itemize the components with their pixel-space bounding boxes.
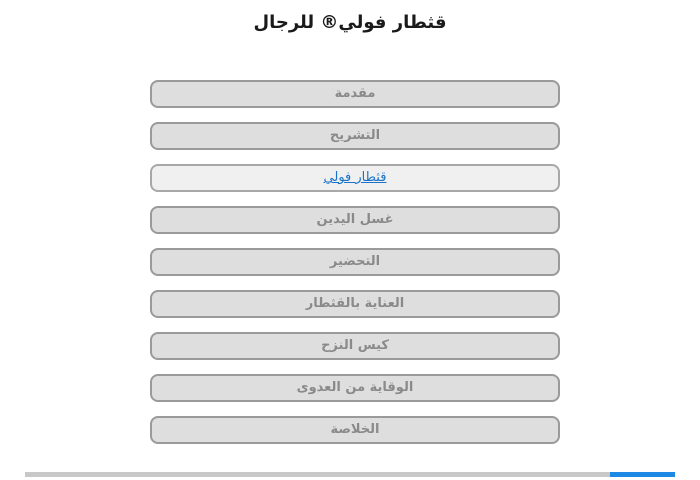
menu-item-preparation[interactable]: التحضير xyxy=(150,248,560,276)
menu-item-anatomy[interactable]: التشريح xyxy=(150,122,560,150)
page-title: قثطار فولي® للرجال xyxy=(253,12,447,33)
progress-bar-fill xyxy=(610,472,675,477)
menu-item-summary[interactable]: الخلاصة xyxy=(150,416,560,444)
menu-item-hand-washing[interactable]: غسل اليدين xyxy=(150,206,560,234)
menu-item-infection-prevention[interactable]: الوقاية من العدوى xyxy=(150,374,560,402)
menu-item-catheter-care[interactable]: العناية بالقثطار xyxy=(150,290,560,318)
chapter-menu xyxy=(150,80,560,458)
progress-bar xyxy=(25,472,675,477)
menu-item-drainage-bag[interactable]: كيس النزح xyxy=(150,332,560,360)
menu-item-foley-catheter[interactable]: قثطار فولي xyxy=(150,164,560,192)
menu-item-introduction[interactable]: مقدمة xyxy=(150,80,560,108)
